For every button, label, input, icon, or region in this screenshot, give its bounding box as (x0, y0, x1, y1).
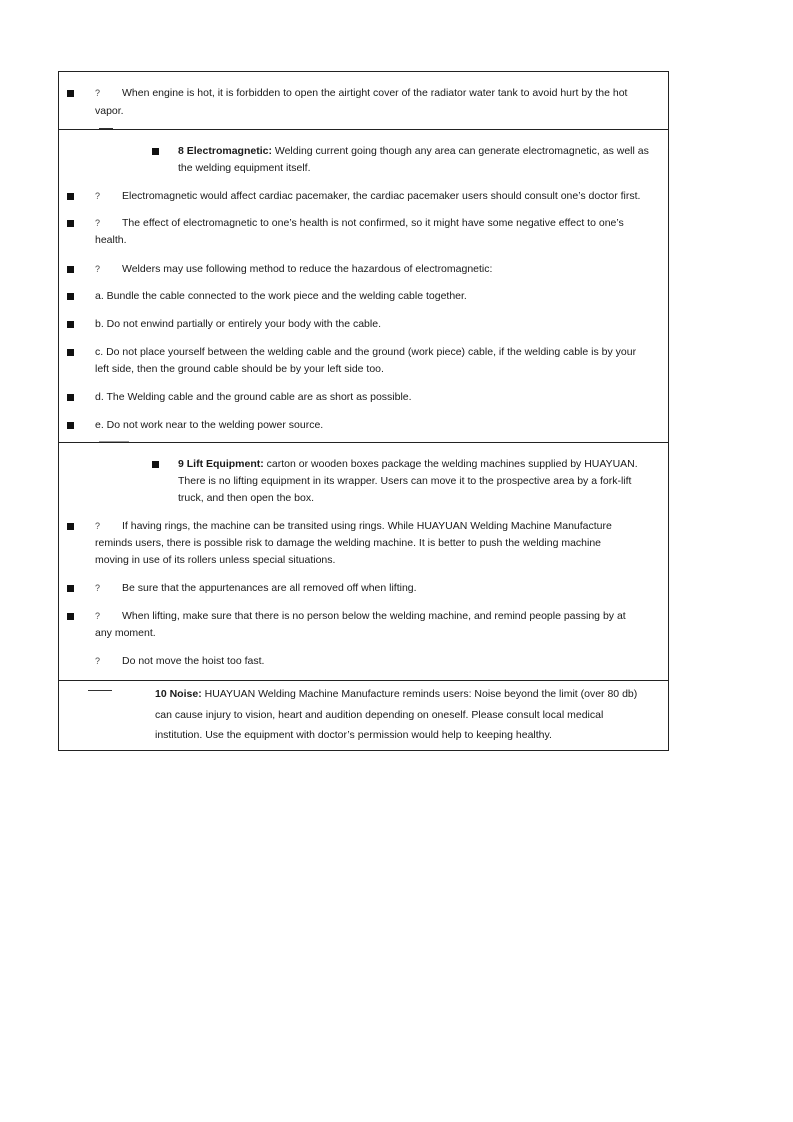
item-text-cont: health. (95, 234, 127, 246)
square-bullet-icon (67, 394, 74, 401)
square-bullet-icon (67, 193, 74, 200)
missing-glyph-icon: ? (95, 218, 101, 228)
item-text: a. Bundle the cable connected to the work piece and the welding cable together. (95, 290, 467, 302)
square-bullet-icon (152, 461, 159, 468)
item-text-cont: moving in use of its rollers unless special situations. (95, 554, 336, 566)
square-bullet-icon (67, 220, 74, 227)
noise-block (155, 684, 662, 746)
section-hot-engine (59, 72, 668, 129)
divider-mark (88, 690, 112, 691)
item-text: e. Do not work near to the welding power source. (95, 419, 324, 431)
heading-text-cont: the welding equipment itself. (178, 162, 311, 174)
item-text: Be sure that the appurtenances are all removed off when lifting. (122, 582, 417, 594)
square-bullet-icon (67, 422, 74, 429)
square-bullet-icon (67, 293, 74, 300)
missing-glyph-icon: ? (95, 656, 101, 666)
safety-notes-table (58, 71, 669, 751)
square-bullet-icon (67, 585, 74, 592)
square-bullet-icon (67, 613, 74, 620)
section-electromagnetic (59, 129, 668, 442)
missing-glyph-icon: ? (95, 88, 101, 98)
item-text: When engine is hot, it is forbidden to open the airtight cover of the radiator water tank to avoid hurt by the hot (122, 87, 628, 99)
square-bullet-icon (67, 349, 74, 356)
square-bullet-icon (67, 266, 74, 273)
heading-label: 9 Lift Equipment: (178, 458, 264, 470)
item-text: b. Do not enwind partially or entirely your body with the cable. (95, 318, 381, 330)
item-text-cont: any moment. (95, 627, 156, 639)
missing-glyph-icon: ? (95, 191, 101, 201)
section-lift-equipment (59, 442, 668, 680)
noise-text: HUAYUAN Welding Machine Manufacture reminds users: Noise beyond the limit (over 80 db) (204, 688, 638, 700)
heading-text-cont: truck, and then open the box. (178, 492, 315, 504)
square-bullet-icon (67, 523, 74, 530)
item-text: Do not move the hoist too fast. (122, 655, 265, 667)
item-text: c. Do not place yourself between the welding cable and the ground (work piece) cable, if the welding cable is by your (95, 346, 637, 358)
item-text: When lifting, make sure that there is no person below the welding machine, and remind people passing by at (122, 610, 626, 622)
noise-text-cont: can cause injury to vision, heart and audition depending on oneself. Please consult local medical (155, 708, 604, 721)
item-text-cont: left side, then the ground cable should be by your left side too. (95, 363, 384, 375)
heading-text: Welding current going though any area can generate electromagnetic, as well as (274, 145, 649, 157)
missing-glyph-icon: ? (95, 521, 101, 531)
heading-label: 10 Noise: (155, 688, 202, 700)
missing-glyph-icon: ? (95, 583, 101, 593)
item-text: The effect of electromagnetic to one’s health is not confirmed, so it might have some negative effect to one’s (122, 217, 624, 229)
item-text-cont: vapor. (95, 105, 124, 117)
noise-text-cont: institution. Use the equipment with doctor’s permission would help to keeping healthy. (155, 729, 552, 741)
section-noise (59, 680, 668, 750)
square-bullet-icon (67, 321, 74, 328)
item-text: d. The Welding cable and the ground cable are as short as possible. (95, 391, 412, 403)
missing-glyph-icon: ? (95, 611, 101, 621)
heading-text: carton or wooden boxes package the welding machines supplied by HUAYUAN. (266, 458, 638, 470)
item-text: Welders may use following method to reduce the hazardous of electromagnetic: (122, 263, 493, 275)
item-text: Electromagnetic would affect cardiac pacemaker, the cardiac pacemaker users should consult one’s doctor first. (122, 190, 641, 202)
square-bullet-icon (152, 148, 159, 155)
missing-glyph-icon: ? (95, 264, 101, 274)
heading-label: 8 Electromagnetic: (178, 145, 272, 157)
heading-text-cont: There is no lifting equipment in its wrapper. Users can move it to the prospective area by a fork-lift (178, 475, 632, 487)
square-bullet-icon (67, 90, 74, 97)
item-text-cont: reminds users, there is possible risk to damage the welding machine. It is better to push the welding machine (95, 537, 602, 549)
item-text: If having rings, the machine can be transited using rings. While HUAYUAN Welding Machine Manufacture (122, 520, 612, 532)
